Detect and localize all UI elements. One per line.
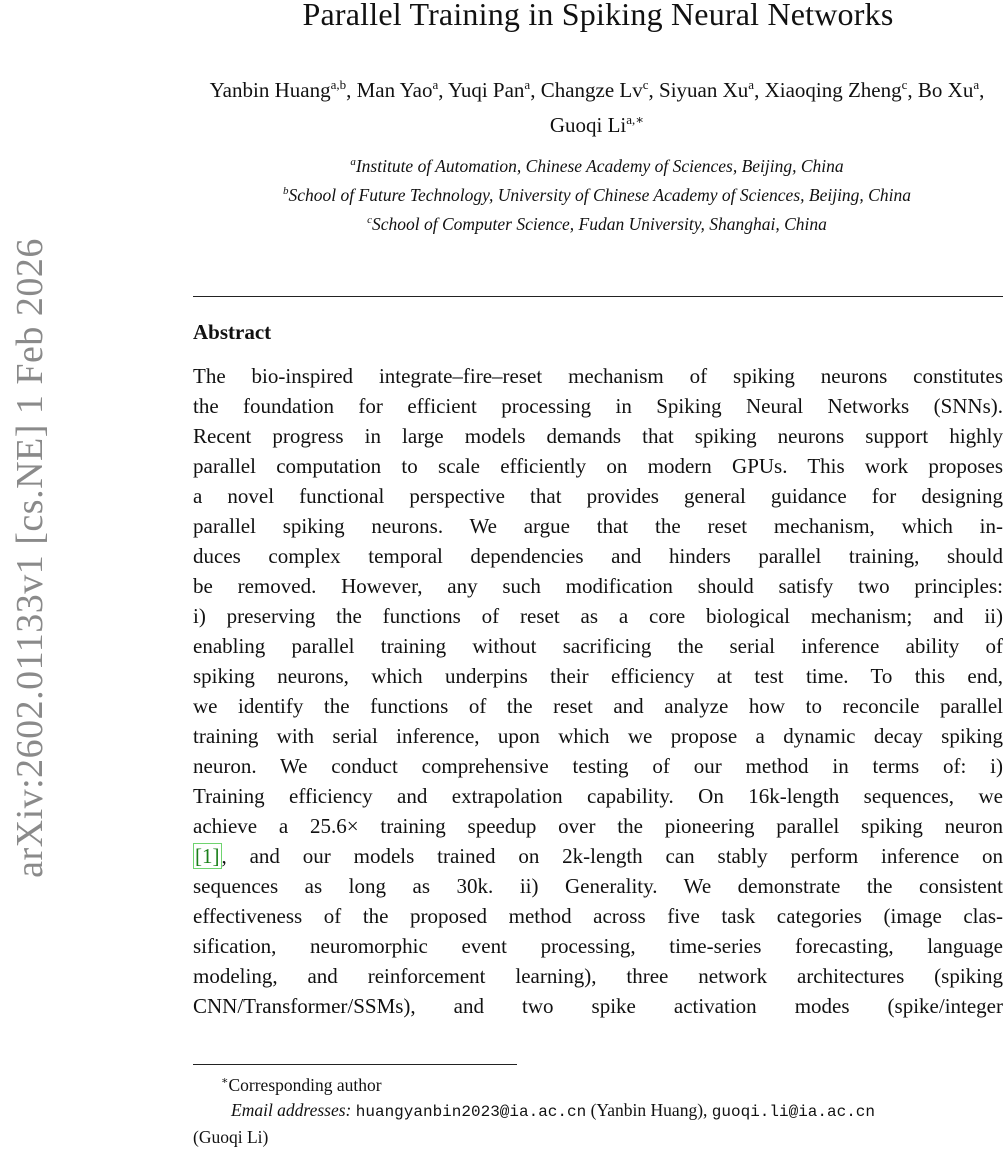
affiliation-list — [188, 150, 1005, 236]
author-name: Changze Lv — [540, 78, 643, 102]
email-addresses-note — [193, 1098, 1003, 1125]
corresponding-author-note — [193, 1069, 1003, 1098]
author-affil-mark: c — [642, 77, 649, 92]
abstract-line: duces complex temporal dependencies and hinders parallel training, should — [193, 544, 1003, 568]
footnote-mark: ∗ — [221, 1075, 229, 1087]
abstract-line: sification, neuromorphic event processing, time-series forecasting, language — [193, 934, 1003, 958]
affiliation-text: School of Computer Science, Fudan University, Shanghai, China — [371, 213, 827, 234]
author-affil-mark: a,∗ — [626, 112, 645, 127]
abstract-line: effectiveness of the proposed method across five task categories (image clas- — [193, 904, 1003, 928]
abstract-line: training with serial inference, upon which we propose a dynamic decay spiking — [193, 724, 1003, 748]
affiliation-text: Institute of Automation, Chinese Academy of Sciences, Beijing, China — [355, 155, 844, 176]
abstract-line-with-citation — [193, 841, 1003, 871]
abstract-line: neuron. We conduct comprehensive testing of our method in terms of: i) — [193, 754, 1003, 778]
abstract-line: be removed. However, any such modification should satisfy two principles: — [193, 574, 1003, 598]
affiliation-text: School of Future Technology, University of Chinese Academy of Sciences, Beijing, China — [288, 184, 911, 205]
author-affil-mark: a — [432, 77, 439, 92]
abstract-line: CNN/Transformer/SSMs), and two spike activation modes (spike/integer — [193, 994, 1003, 1018]
abstract-line: enabling parallel training without sacrificing the serial inference ability of — [193, 634, 1003, 658]
author-affil-mark: a,b — [330, 77, 347, 92]
author-name: Siyuan Xu — [659, 78, 749, 102]
footnote-divider — [193, 1064, 517, 1065]
email-owner: (Guoqi Li) — [193, 1126, 269, 1147]
abstract-line: Training efficiency and extrapolation capability. On 16k-length sequences, we — [193, 784, 1003, 808]
email-owner: (Yanbin Huang), — [590, 1099, 708, 1120]
author-name: Bo Xu — [917, 78, 974, 102]
affiliation-mark: a — [350, 156, 356, 168]
abstract-line: i) preserving the functions of reset as a core biological mechanism; and ii) — [193, 604, 1003, 628]
abstract-line: parallel spiking neurons. We argue that the reset mechanism, which in- — [193, 514, 1003, 538]
abstract-line: modeling, and reinforcement learning), three network architectures (spiking — [193, 964, 1003, 988]
footnotes — [193, 1069, 1003, 1150]
author-affil-mark: a — [748, 77, 755, 92]
header-divider — [193, 296, 1003, 297]
email-link-li[interactable]: guoqi.li@ia.ac.cn — [711, 1102, 876, 1121]
author-name: Yuqi Pan — [447, 78, 525, 102]
citation-link[interactable]: [1] — [195, 844, 220, 868]
author-list: Yanbin Huang$^{a,b}$, Man Yao$^a$, Yuqi Pan$^a$, Changze Lv$^c$, Siyuan Xu$^a$, Xiaoqing Zheng$^c$, Bo Xu$^a$, Guoqi $Li^{a,∗}$ — [209, 77, 985, 137]
abstract-line: a novel functional perspective that provides general guidance for designing — [193, 484, 1003, 508]
author-affil-mark: a — [524, 77, 531, 92]
author-affil-mark: c — [901, 77, 908, 92]
affiliation-c — [188, 208, 1005, 237]
arxiv-stamp-text: arXiv:2602.01133v1 [cs.NE] 1 Feb 2026 — [9, 238, 51, 878]
affiliation-mark: b — [283, 184, 289, 197]
abstract-line: achieve a 25.6× training speedup over the pioneering parallel spiking neuron — [193, 814, 1003, 838]
author-affil-mark: a — [973, 77, 980, 92]
abstract-line: sequences as long as 30k. ii) Generality. We demonstrate the consistent — [193, 874, 1003, 898]
abstract-line-rest: , and our models trained on 2k-length can stably perform inference on — [221, 844, 1003, 868]
affiliation-a — [188, 150, 1005, 179]
email-link-huang[interactable]: huangyanbin2023@ia.ac.cn — [355, 1102, 587, 1121]
abstract-line: we identify the functions of the reset and analyze how to reconcile parallel — [193, 694, 1003, 718]
author-name: Man Yao — [356, 78, 433, 102]
abstract-body — [193, 361, 1003, 1021]
abstract-line: The bio-inspired integrate–fire–reset mechanism of spiking neurons constitutes — [193, 364, 1003, 388]
abstract-heading: Abstract — [193, 320, 272, 344]
author-name: Guoqi Li — [549, 113, 627, 137]
author-name: Yanbin Huang — [209, 78, 331, 102]
paper-title: Parallel Training in Spiking Neural Networks — [302, 0, 894, 32]
abstract-line: spiking neurons, which underpins their efficiency at test time. To this end, — [193, 664, 1003, 688]
abstract-line: Recent progress in large models demands that spiking neurons support highly — [193, 424, 1003, 448]
affiliation-mark: c — [367, 213, 372, 226]
footnote-text: Corresponding author — [228, 1074, 382, 1095]
abstract-line: the foundation for efficient processing in Spiking Neural Networks (SNNs). — [193, 394, 1003, 418]
affiliation-b — [188, 179, 1005, 208]
author-name: Xiaoqing Zheng — [764, 78, 902, 102]
abstract-line: parallel computation to scale efficiently on modern GPUs. This work proposes — [193, 454, 1003, 478]
email-label: Email addresses: — [231, 1099, 352, 1120]
